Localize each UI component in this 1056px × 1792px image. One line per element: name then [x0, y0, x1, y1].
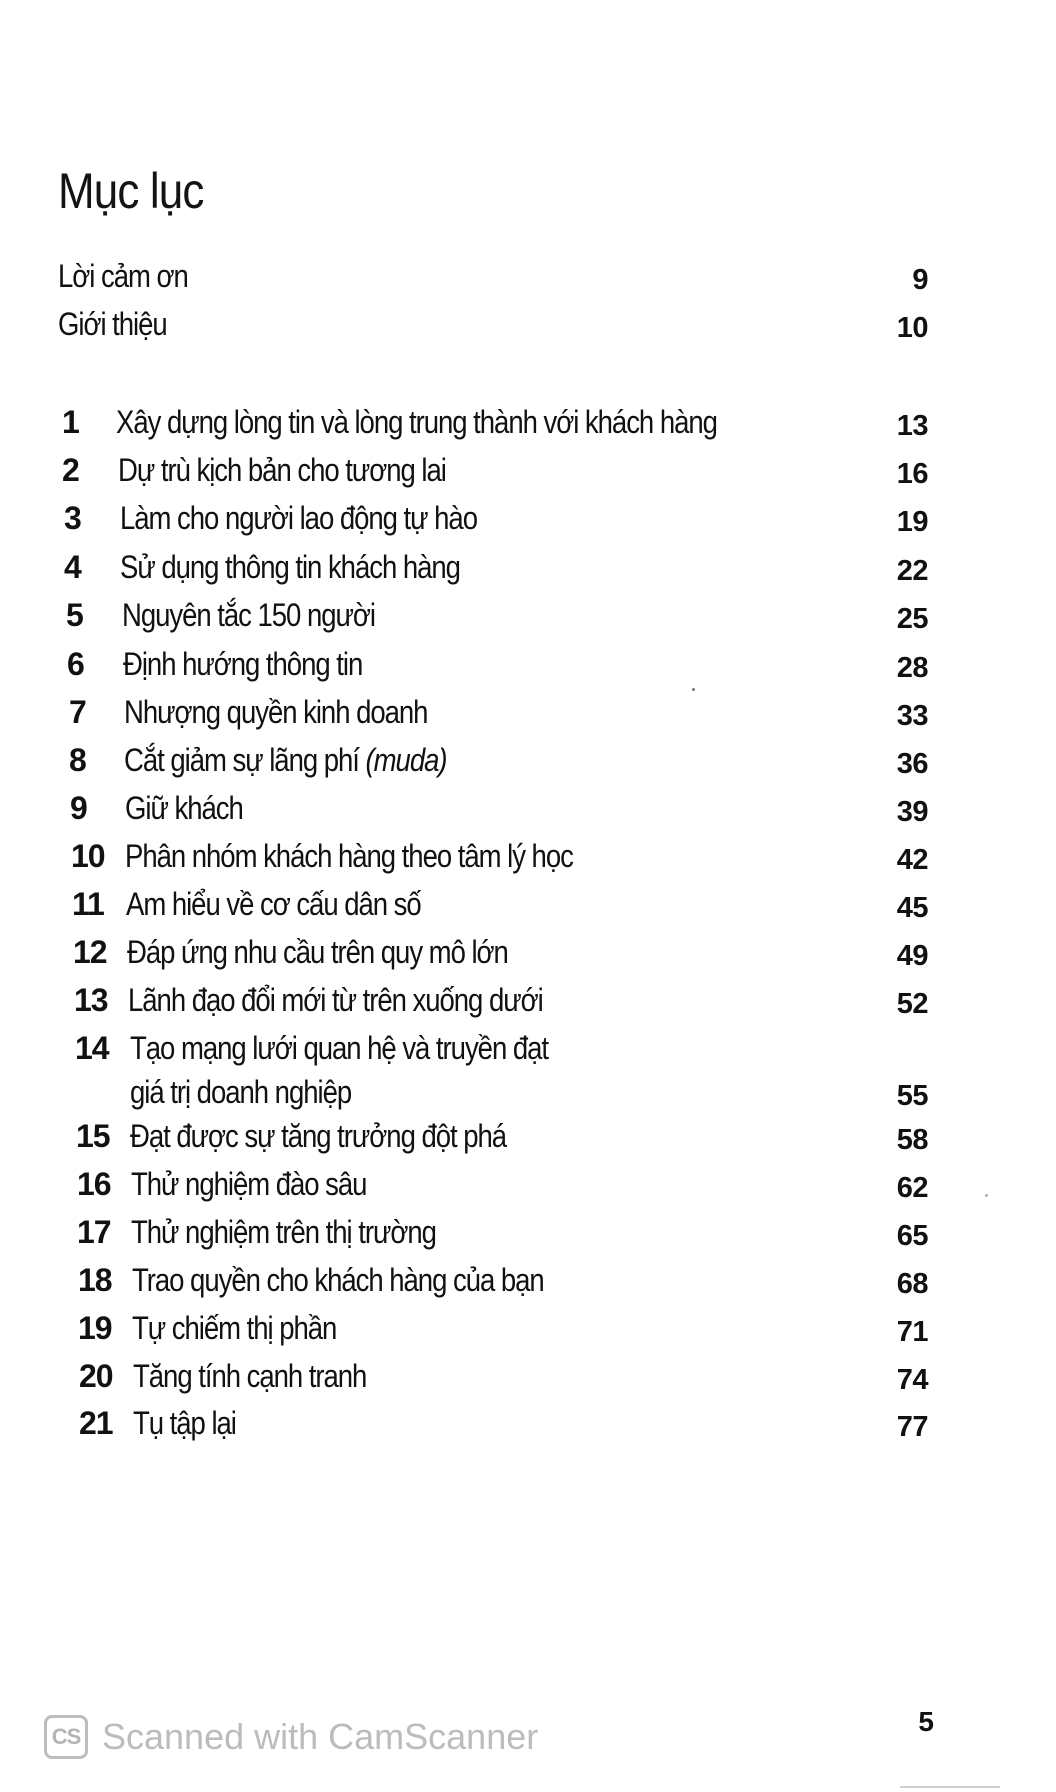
toc-front-item: [0, 258, 1056, 308]
toc-entry: [0, 1118, 1056, 1168]
toc-entry-number: 11: [72, 886, 104, 922]
toc-entry-page: 62: [896, 1172, 928, 1204]
toc-entry-number: 18: [78, 1262, 112, 1298]
toc-entry-number: 1: [62, 404, 79, 440]
toc-entry-number: 21: [79, 1405, 113, 1441]
toc-entry-text: Tự chiếm thị phần: [132, 1310, 337, 1346]
toc-entry-number: 16: [77, 1166, 111, 1202]
toc-entry-text: Giữ khách: [125, 790, 243, 826]
toc-entry-text: Tạo mạng lưới quan hệ và truyền đạt: [130, 1030, 549, 1066]
toc-entry-page: 49: [896, 940, 928, 972]
toc-entry-page: 71: [896, 1316, 928, 1348]
toc-entry: [0, 1262, 1056, 1312]
toc-entry-page: 74: [896, 1364, 928, 1396]
toc-entry-text: Tăng tính cạnh tranh: [133, 1358, 367, 1394]
toc-entry-page: 39: [896, 796, 928, 828]
toc-entry-page: 45: [896, 892, 928, 924]
toc-entry: [0, 694, 1056, 744]
toc-entry-page: 52: [896, 988, 928, 1020]
toc-entry-number: 17: [77, 1214, 111, 1250]
toc-entry-text: Nguyên tắc 150 người: [122, 597, 375, 633]
toc-entry-text: Định hướng thông tin: [123, 646, 363, 682]
toc-entry-page: 16: [896, 458, 928, 490]
toc-entry-page: 13: [896, 410, 928, 442]
toc-entry-text: Am hiểu về cơ cấu dân số: [126, 886, 421, 922]
toc-entry-number: 9: [70, 790, 87, 826]
toc-entry-text: Dự trù kịch bản cho tương lai: [118, 452, 446, 488]
toc-entry-page: 22: [896, 555, 928, 587]
toc-entry-page: 55: [896, 1080, 928, 1112]
toc-entry-number: 5: [66, 597, 83, 633]
camscanner-logo-icon: CS: [44, 1715, 88, 1759]
toc-entry-number: 6: [67, 646, 84, 682]
toc-entry-text: Thử nghiệm trên thị trường: [131, 1214, 436, 1250]
toc-entry-number: 14: [75, 1030, 109, 1066]
toc-entry-number: 13: [74, 982, 108, 1018]
toc-entry-text: Trao quyền cho khách hàng của bạn: [132, 1262, 544, 1298]
toc-entry: [0, 452, 1056, 502]
toc-entry-text: Làm cho người lao động tự hào: [120, 500, 477, 536]
toc-front-item-page: 10: [896, 312, 928, 344]
toc-front-item-text: Giới thiệu: [58, 306, 167, 342]
toc-entry-text-italic: (muda): [365, 742, 447, 778]
toc-entry-number: 19: [78, 1310, 112, 1346]
toc-entry-number: 4: [64, 549, 81, 585]
toc-entry-page: 36: [896, 748, 928, 780]
toc-entry-text: Nhượng quyền kinh doanh: [124, 694, 428, 730]
toc-entry-number: 2: [62, 452, 79, 488]
toc-entry-text: [124, 742, 447, 779]
page-number: 5: [918, 1706, 934, 1737]
toc-entry-text: Đạt được sự tăng trưởng đột phá: [130, 1118, 507, 1154]
toc-entry-page: 28: [896, 652, 928, 684]
toc-entry-page: 68: [896, 1268, 928, 1300]
toc-entry-number: 8: [69, 742, 86, 778]
toc-entry: [0, 982, 1056, 1032]
toc-entry-text-line2: giá trị doanh nghiệp: [130, 1074, 352, 1110]
toc-entry-page: 77: [896, 1411, 928, 1443]
toc-entry: [0, 838, 1056, 888]
toc-entry: [0, 1030, 1056, 1126]
toc-entry: [0, 742, 1056, 792]
toc-entry-page: 65: [896, 1220, 928, 1252]
toc-entry: [0, 1358, 1056, 1408]
toc-front-item-page: 9: [912, 264, 928, 296]
toc-entry: [0, 886, 1056, 936]
toc-entry-page: 42: [896, 844, 928, 876]
toc-entry-text: Xây dựng lòng tin và lòng trung thành với khách hàng: [116, 404, 717, 440]
toc-entry-number: 3: [64, 500, 81, 536]
toc-entry-page: 58: [896, 1124, 928, 1156]
camscanner-watermark: [44, 1712, 538, 1762]
toc-entry-text: Sử dụng thông tin khách hàng: [120, 549, 460, 585]
page-title: Mục lục: [58, 163, 204, 219]
toc-entry: [0, 1166, 1056, 1216]
toc-entry: [0, 404, 1056, 454]
toc-entry-text: Đáp ứng nhu cầu trên quy mô lớn: [127, 934, 508, 970]
toc-entry-number: 15: [76, 1118, 110, 1154]
toc-entry: [0, 934, 1056, 984]
toc-entry-number: 10: [71, 838, 105, 874]
scan-speck: [985, 1194, 988, 1197]
toc-front-item: [0, 306, 1056, 356]
toc-entry-text: Tụ tập lại: [133, 1405, 236, 1441]
toc-entry: [0, 549, 1056, 599]
toc-entry: [0, 1310, 1056, 1360]
scan-edge-line: [900, 1786, 1000, 1788]
scan-speck: [692, 688, 695, 691]
toc-entry-page: 19: [896, 506, 928, 538]
toc-entry: [0, 1214, 1056, 1264]
toc-entry-page: 33: [896, 700, 928, 732]
toc-entry-text: Lãnh đạo đổi mới từ trên xuống dưới: [128, 982, 543, 1018]
toc-entry-text: Phân nhóm khách hàng theo tâm lý học: [125, 838, 573, 874]
toc-entry-number: 7: [69, 694, 86, 730]
toc-entry: [0, 790, 1056, 840]
toc-entry-text-main: Cắt giảm sự lãng phí: [124, 742, 359, 778]
watermark-text: Scanned with CamScanner: [102, 1716, 539, 1757]
toc-entry: [0, 597, 1056, 647]
toc-entry-number: 20: [79, 1358, 113, 1394]
toc-front-item-text: Lời cảm ơn: [58, 258, 188, 294]
toc-entry-text: Thử nghiệm đào sâu: [131, 1166, 367, 1202]
toc-entry: [0, 646, 1056, 696]
toc-entry: [0, 500, 1056, 550]
toc-entry-number: 12: [73, 934, 107, 970]
toc-entry: [0, 1405, 1056, 1455]
toc-entry-page: 25: [896, 603, 928, 635]
